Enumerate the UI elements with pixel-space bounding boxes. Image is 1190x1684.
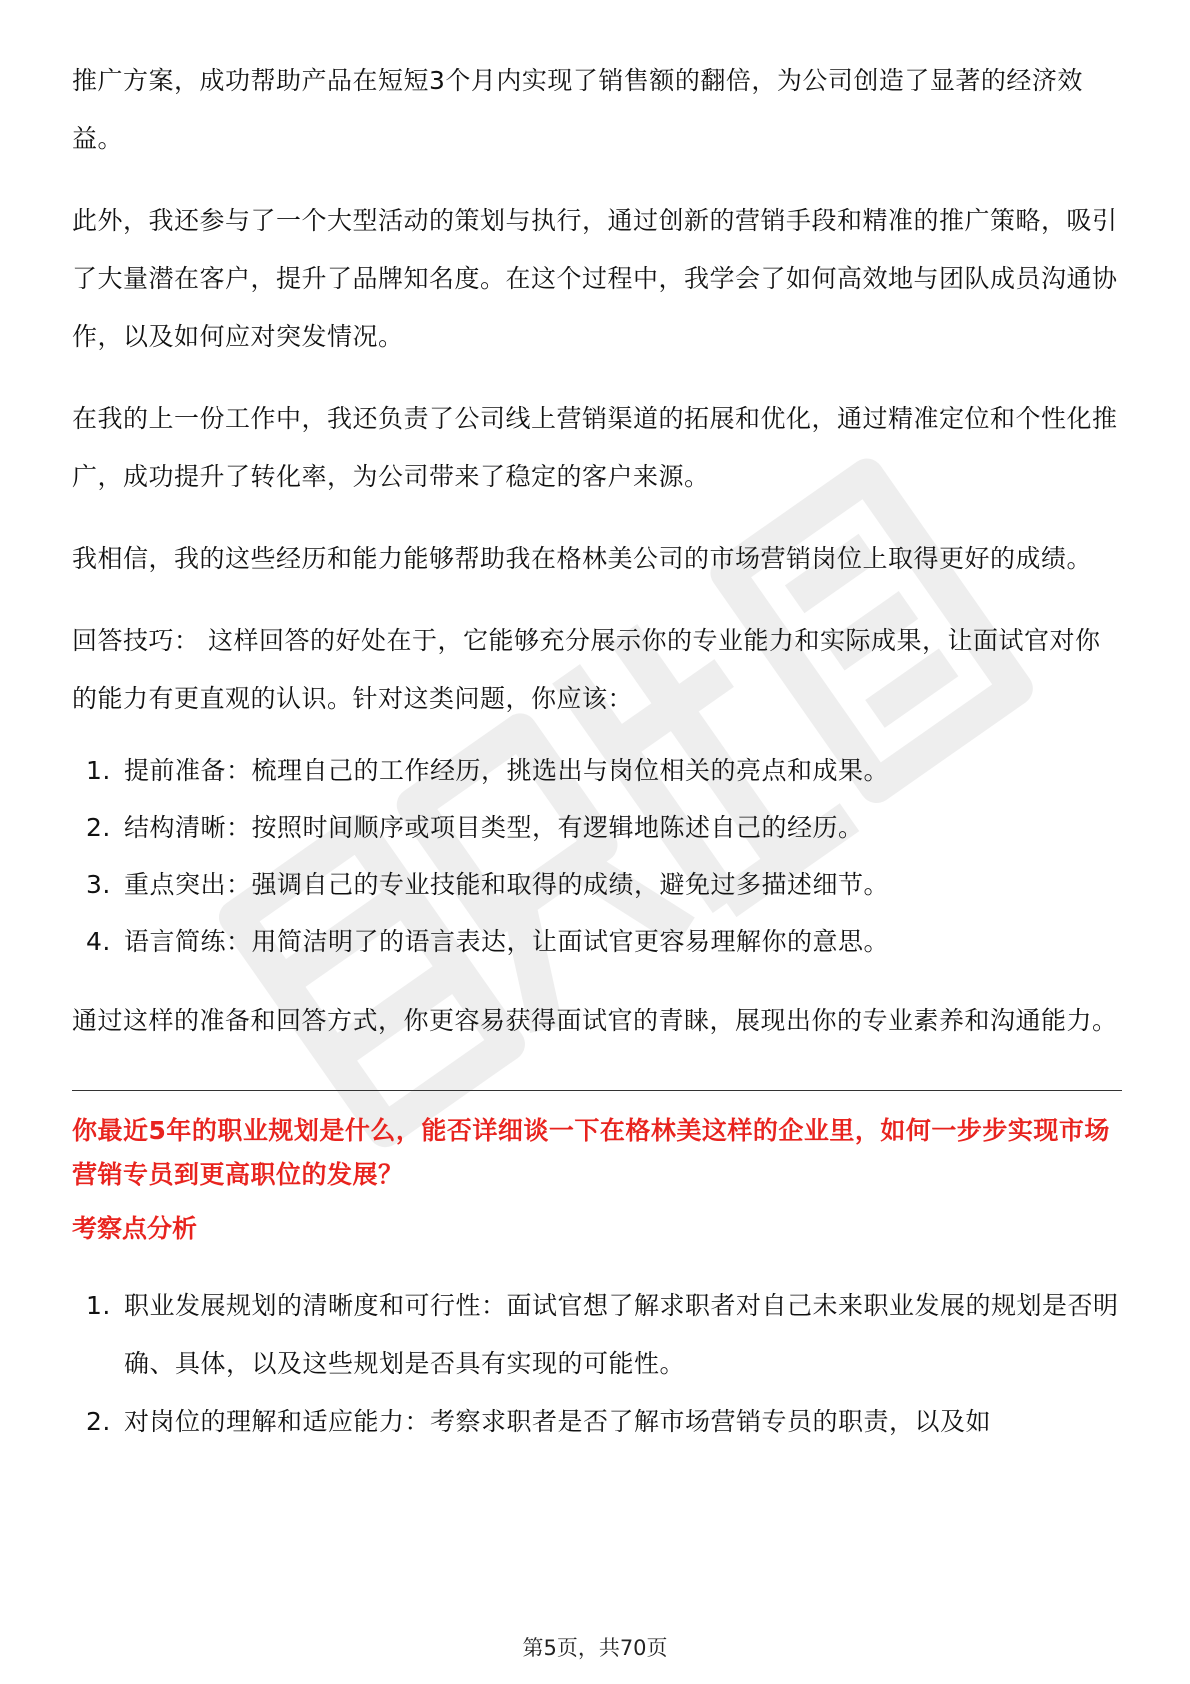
list-number: 3. bbox=[86, 870, 111, 899]
list-item bbox=[72, 1277, 1122, 1393]
list-item bbox=[72, 1393, 1122, 1451]
list-number: 1. bbox=[86, 1291, 111, 1320]
paragraph: 我相信，我的这些经历和能力能够帮助我在格林美公司的市场营销岗位上取得更好的成绩。 bbox=[72, 544, 1093, 573]
list-number: 2. bbox=[86, 813, 111, 842]
tips-list bbox=[72, 742, 1122, 970]
closing-paragraph: 通过这样的准备和回答方式，你更容易获得面试官的青睐，展现出你的专业素养和沟通能力。 bbox=[72, 1006, 1118, 1035]
document-page bbox=[72, 52, 1122, 1451]
page-footer: 第5页，共70页 bbox=[522, 1636, 668, 1660]
paragraph: 此外，我还参与了一个大型活动的策划与执行，通过创新的营销手段和精准的推广策略，吸引了大量潜在客户，提升了品牌知名度。在这个过程中，我学会了如何高效地与团队成员沟通协作，以及如何应对突发情况。 bbox=[72, 206, 1118, 351]
analysis-list bbox=[72, 1277, 1122, 1451]
list-item bbox=[72, 856, 1122, 913]
section-title: 考察点分析 bbox=[72, 1214, 198, 1243]
section-divider bbox=[72, 1090, 1122, 1091]
list-text: 提前准备：梳理自己的工作经历，挑选出与岗位相关的亮点和成果。 bbox=[124, 756, 890, 785]
list-item bbox=[72, 799, 1122, 856]
answer-tips-paragraph: 回答技巧： 这样回答的好处在于，它能够充分展示你的专业能力和实际成果，让面试官对你的能力有更直观的认识。针对这类问题，你应该： bbox=[72, 626, 1101, 713]
list-text: 结构清晰：按照时间顺序或项目类型，有逻辑地陈述自己的经历。 bbox=[124, 813, 864, 842]
list-number: 4. bbox=[86, 927, 111, 956]
paragraph: 在我的上一份工作中，我还负责了公司线上营销渠道的拓展和优化，通过精准定位和个性化推广，成功提升了转化率，为公司带来了稳定的客户来源。 bbox=[72, 404, 1118, 491]
list-text: 对岗位的理解和适应能力：考察求职者是否了解市场营销专员的职责，以及如 bbox=[124, 1407, 992, 1436]
list-text: 语言简练：用简洁明了的语言表达，让面试官更容易理解你的意思。 bbox=[124, 927, 890, 956]
list-item bbox=[72, 742, 1122, 799]
list-item bbox=[72, 913, 1122, 970]
list-text: 职业发展规划的清晰度和可行性：面试官想了解求职者对自己未来职业发展的规划是否明确、具体，以及这些规划是否具有实现的可能性。 bbox=[124, 1291, 1119, 1378]
list-text: 重点突出：强调自己的专业技能和取得的成绩，避免过多描述细节。 bbox=[124, 870, 890, 899]
list-number: 2. bbox=[86, 1407, 111, 1436]
interview-question: 你最近5年的职业规划是什么，能否详细谈一下在格林美这样的企业里，如何一步步实现市场营销专员到更高职位的发展？ bbox=[72, 1116, 1110, 1189]
list-number: 1. bbox=[86, 756, 111, 785]
paragraph: 推广方案，成功帮助产品在短短3个月内实现了销售额的翻倍，为公司创造了显著的经济效益。 bbox=[72, 66, 1083, 153]
